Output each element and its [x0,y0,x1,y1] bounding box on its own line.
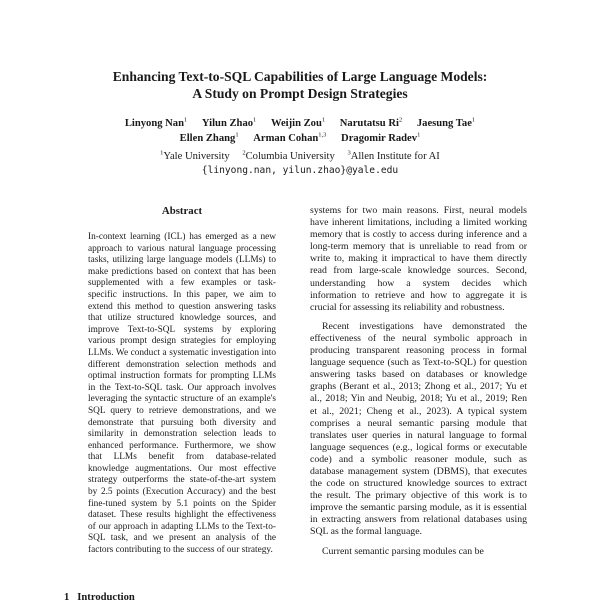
right-column [310,205,527,565]
contact-email: {linyong.nan, yilun.zhao}@yale.edu [201,165,399,176]
author: Jaesung Tae$^1$ [416,116,476,129]
author-row-2 [60,132,540,147]
section-heading-introduction [64,592,135,603]
section-number: 1 [64,592,70,603]
author: Arman Cohan$^{1,3}$ [253,130,327,144]
affiliation-row [60,150,540,164]
affiliation: $^2$Columbia University [242,149,335,162]
affiliation: $^1$Yale University [160,149,230,162]
affiliations [60,150,540,178]
author: Dragomir Radev$^1$ [341,130,421,144]
author: Yilun Zhao$^1$ [201,116,257,129]
abstract-body: In-context learning (ICL) has emerged as a new approach to various natural language processing tasks, utilizing large language models (LLMs) to make predictions based on context that has been supplemented with a few examples or task-specific instructions. In this paper, we aim to extend this method to question answering tasks that utilize structured knowledge sources, and improve Text-to-SQL systems by exploring various prompt design strategies for employing LLMs. We conduct a systematic investigation into different demonstration selection methods and optimal instruction formats for prompting LLMs in the Text-to-SQL task. Our approach involves leveraging the syntactic structure of an example's SQL query to retrieve demonstrations, and we demonstrate that pursuing both diversity and similarity in demonstration selection leads to enhanced performance. Furthermore, we show that LLMs benefit from database-related knowledge augmentations. Our most effective strategy outperforms the state-of-the-art system by 2.5 points (Execution Accuracy) and the best fine-tuned system by 5.1 points on the Spider dataset. These results highlight the effectiveness of our approach in adapting LLMs to the Text-to-SQL task, and we present an analysis of the factors contributing to the success of our strategy. [88,232,276,556]
body-paragraph: Recent investigations have demonstrated the effectiveness of the neural symbolic approach in producing transparent reasoning process in formal language sequence (such as Text-to-SQL) for question answering tasks based on databases or knowledge graphs (Berant et al., 2013; Zhong et al., 2017; Yu et al., 2018; Yin and Neubig, 2018; Yu et al., 2019; Ren et al., 2021; Cheng et al., 2023). A typical system comprises a neural semantic parsing module that translates user queries in natural language to formal language sequences (e.g., logical forms or executable code) and a symbolic reasoner module, such as database management system (DBMS), that executes the code on structured knowledge sources to extract the result. The primary objective of this work is to improve the semantic parsing module, as it is essential in extracting answers from relational databases using SQL as the formal language. [310,320,527,538]
author: Weijin Zou$^1$ [270,116,326,129]
body-paragraph: systems for two main reasons. First, neural models have inherent limitations, including a limited working memory that is costly to access during inference and a long-term memory that is unreliable to read from or write to, making it impractical to have them directly read from large-scale knowledge sources. Second, understanding how a system decides which information to retrieve and how to aggregate it is crucial for assessing its reliability and robustness. [310,205,527,313]
author: Ellen Zhang$^1$ [179,130,239,144]
author: Linyong Nan$^1$ [124,116,188,129]
title-line-1: Enhancing Text-to-SQL Capabilities of Large Language Models: [112,69,488,84]
title-line-2: A Study on Prompt Design Strategies [192,86,408,101]
affiliation: $^3$Allen Institute for AI [347,149,440,162]
author-row-1 [60,117,540,132]
section-title: Introduction [77,592,135,603]
abstract-heading: Abstract [161,205,203,217]
body-paragraph: Current semantic parsing modules can be [322,545,484,557]
paper-title [60,68,540,102]
author-list [60,117,540,146]
author: Narutatsu Ri$^2$ [339,116,403,129]
